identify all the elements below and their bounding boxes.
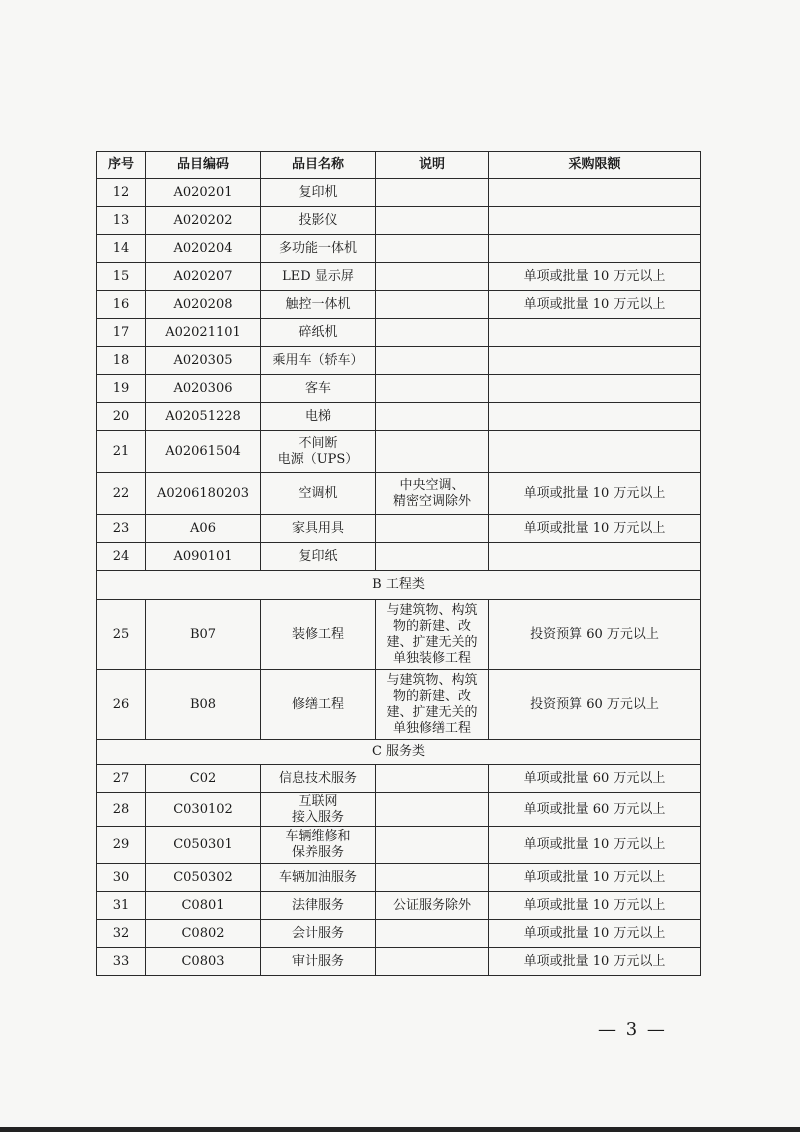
- purchase-limit: [489, 375, 701, 403]
- row-number: 23: [97, 515, 146, 543]
- row-number: 32: [97, 920, 146, 948]
- section-row-c: [97, 740, 701, 765]
- purchase-limit: 单项或批量 10 万元以上: [489, 892, 701, 920]
- item-code: A02061504: [146, 431, 261, 473]
- item-code: A020207: [146, 263, 261, 291]
- table-row: [97, 793, 701, 827]
- purchase-limit: 单项或批量 10 万元以上: [489, 291, 701, 319]
- section-title-b: B 工程类: [97, 571, 701, 600]
- item-note: [376, 291, 489, 319]
- header-name: 品目名称: [261, 152, 376, 179]
- table-row: [97, 600, 701, 670]
- row-number: 27: [97, 765, 146, 793]
- item-code: B07: [146, 600, 261, 670]
- item-name: 法律服务: [261, 892, 376, 920]
- item-note: 中央空调、 精密空调除外: [376, 473, 489, 515]
- row-number: 17: [97, 319, 146, 347]
- item-name: 修缮工程: [261, 670, 376, 740]
- table-row: [97, 827, 701, 864]
- item-code: A06: [146, 515, 261, 543]
- purchase-limit: 单项或批量 10 万元以上: [489, 948, 701, 976]
- header-note: 说明: [376, 152, 489, 179]
- row-number: 26: [97, 670, 146, 740]
- item-code: A020305: [146, 347, 261, 375]
- purchase-limit: 投资预算 60 万元以上: [489, 670, 701, 740]
- item-name: 互联网 接入服务: [261, 793, 376, 827]
- row-number: 33: [97, 948, 146, 976]
- purchase-limit: [489, 543, 701, 571]
- item-code: C0803: [146, 948, 261, 976]
- item-code: A020202: [146, 207, 261, 235]
- item-name: 审计服务: [261, 948, 376, 976]
- purchase-limit: 单项或批量 60 万元以上: [489, 793, 701, 827]
- item-code: B08: [146, 670, 261, 740]
- item-code: C050302: [146, 864, 261, 892]
- item-code: C050301: [146, 827, 261, 864]
- purchase-limit: 单项或批量 10 万元以上: [489, 827, 701, 864]
- item-name: 空调机: [261, 473, 376, 515]
- item-note: [376, 827, 489, 864]
- purchase-limit: 投资预算 60 万元以上: [489, 600, 701, 670]
- table-row: [97, 403, 701, 431]
- item-note: [376, 319, 489, 347]
- row-number: 19: [97, 375, 146, 403]
- item-name: LED 显示屏: [261, 263, 376, 291]
- item-code: C0802: [146, 920, 261, 948]
- table-row: [97, 473, 701, 515]
- item-name: 装修工程: [261, 600, 376, 670]
- item-name: 电梯: [261, 403, 376, 431]
- item-code: A0206180203: [146, 473, 261, 515]
- item-note: [376, 179, 489, 207]
- item-name: 会计服务: [261, 920, 376, 948]
- item-note: 与建筑物、构筑 物的新建、改 建、扩建无关的 单独装修工程: [376, 600, 489, 670]
- row-number: 29: [97, 827, 146, 864]
- row-number: 15: [97, 263, 146, 291]
- row-number: 20: [97, 403, 146, 431]
- row-number: 24: [97, 543, 146, 571]
- table-row: [97, 864, 701, 892]
- item-note: [376, 515, 489, 543]
- item-code: A020201: [146, 179, 261, 207]
- item-note: 公证服务除外: [376, 892, 489, 920]
- row-number: 18: [97, 347, 146, 375]
- purchase-limit: 单项或批量 10 万元以上: [489, 473, 701, 515]
- item-code: C0801: [146, 892, 261, 920]
- purchase-limit: [489, 403, 701, 431]
- page-number: — 3 —: [598, 1019, 667, 1040]
- table-row: [97, 319, 701, 347]
- item-note: [376, 864, 489, 892]
- row-number: 30: [97, 864, 146, 892]
- table-row: [97, 263, 701, 291]
- table-row: [97, 179, 701, 207]
- purchase-limit: 单项或批量 10 万元以上: [489, 263, 701, 291]
- item-name: 家具用具: [261, 515, 376, 543]
- item-name: 投影仪: [261, 207, 376, 235]
- purchase-limit: 单项或批量 60 万元以上: [489, 765, 701, 793]
- item-note: [376, 793, 489, 827]
- row-number: 13: [97, 207, 146, 235]
- table-row: [97, 948, 701, 976]
- procurement-table: [96, 151, 701, 976]
- table-row: [97, 765, 701, 793]
- item-note: [376, 375, 489, 403]
- row-number: 31: [97, 892, 146, 920]
- item-name: 不间断 电源（UPS）: [261, 431, 376, 473]
- row-number: 22: [97, 473, 146, 515]
- section-row-b: [97, 571, 701, 600]
- item-note: [376, 207, 489, 235]
- item-code: A02021101: [146, 319, 261, 347]
- item-note: [376, 543, 489, 571]
- item-name: 车辆加油服务: [261, 864, 376, 892]
- row-number: 12: [97, 179, 146, 207]
- item-note: [376, 235, 489, 263]
- table-row: [97, 670, 701, 740]
- table-row: [97, 375, 701, 403]
- header-code: 品目编码: [146, 152, 261, 179]
- table-row: [97, 207, 701, 235]
- item-name: 客车: [261, 375, 376, 403]
- header-limit: 采购限额: [489, 152, 701, 179]
- table-row: [97, 431, 701, 473]
- item-note: [376, 347, 489, 375]
- item-note: [376, 920, 489, 948]
- purchase-limit: 单项或批量 10 万元以上: [489, 864, 701, 892]
- section-title-c: C 服务类: [97, 740, 701, 765]
- item-note: [376, 263, 489, 291]
- table-header-row: [97, 152, 701, 179]
- item-code: A090101: [146, 543, 261, 571]
- item-name: 乘用车（轿车）: [261, 347, 376, 375]
- item-note: [376, 948, 489, 976]
- item-code: A020208: [146, 291, 261, 319]
- purchase-limit: 单项或批量 10 万元以上: [489, 515, 701, 543]
- item-code: A020204: [146, 235, 261, 263]
- item-name: 车辆维修和 保养服务: [261, 827, 376, 864]
- item-name: 多功能一体机: [261, 235, 376, 263]
- item-name: 触控一体机: [261, 291, 376, 319]
- table-row: [97, 347, 701, 375]
- row-number: 25: [97, 600, 146, 670]
- purchase-limit: [489, 319, 701, 347]
- item-name: 复印机: [261, 179, 376, 207]
- row-number: 16: [97, 291, 146, 319]
- item-note: [376, 431, 489, 473]
- item-code: C030102: [146, 793, 261, 827]
- item-code: C02: [146, 765, 261, 793]
- page-edge-line: [0, 1127, 800, 1132]
- row-number: 21: [97, 431, 146, 473]
- table-row: [97, 543, 701, 571]
- item-note: [376, 403, 489, 431]
- table-row: [97, 291, 701, 319]
- row-number: 14: [97, 235, 146, 263]
- purchase-limit: [489, 207, 701, 235]
- purchase-limit: 单项或批量 10 万元以上: [489, 920, 701, 948]
- item-code: A02051228: [146, 403, 261, 431]
- item-code: A020306: [146, 375, 261, 403]
- purchase-limit: [489, 235, 701, 263]
- table-row: [97, 920, 701, 948]
- purchase-limit: [489, 179, 701, 207]
- item-name: 碎纸机: [261, 319, 376, 347]
- row-number: 28: [97, 793, 146, 827]
- table-row: [97, 892, 701, 920]
- header-no: 序号: [97, 152, 146, 179]
- table-row: [97, 235, 701, 263]
- item-name: 复印纸: [261, 543, 376, 571]
- item-note: 与建筑物、构筑 物的新建、改 建、扩建无关的 单独修缮工程: [376, 670, 489, 740]
- table-row: [97, 515, 701, 543]
- item-name: 信息技术服务: [261, 765, 376, 793]
- purchase-limit: [489, 431, 701, 473]
- purchase-limit: [489, 347, 701, 375]
- item-note: [376, 765, 489, 793]
